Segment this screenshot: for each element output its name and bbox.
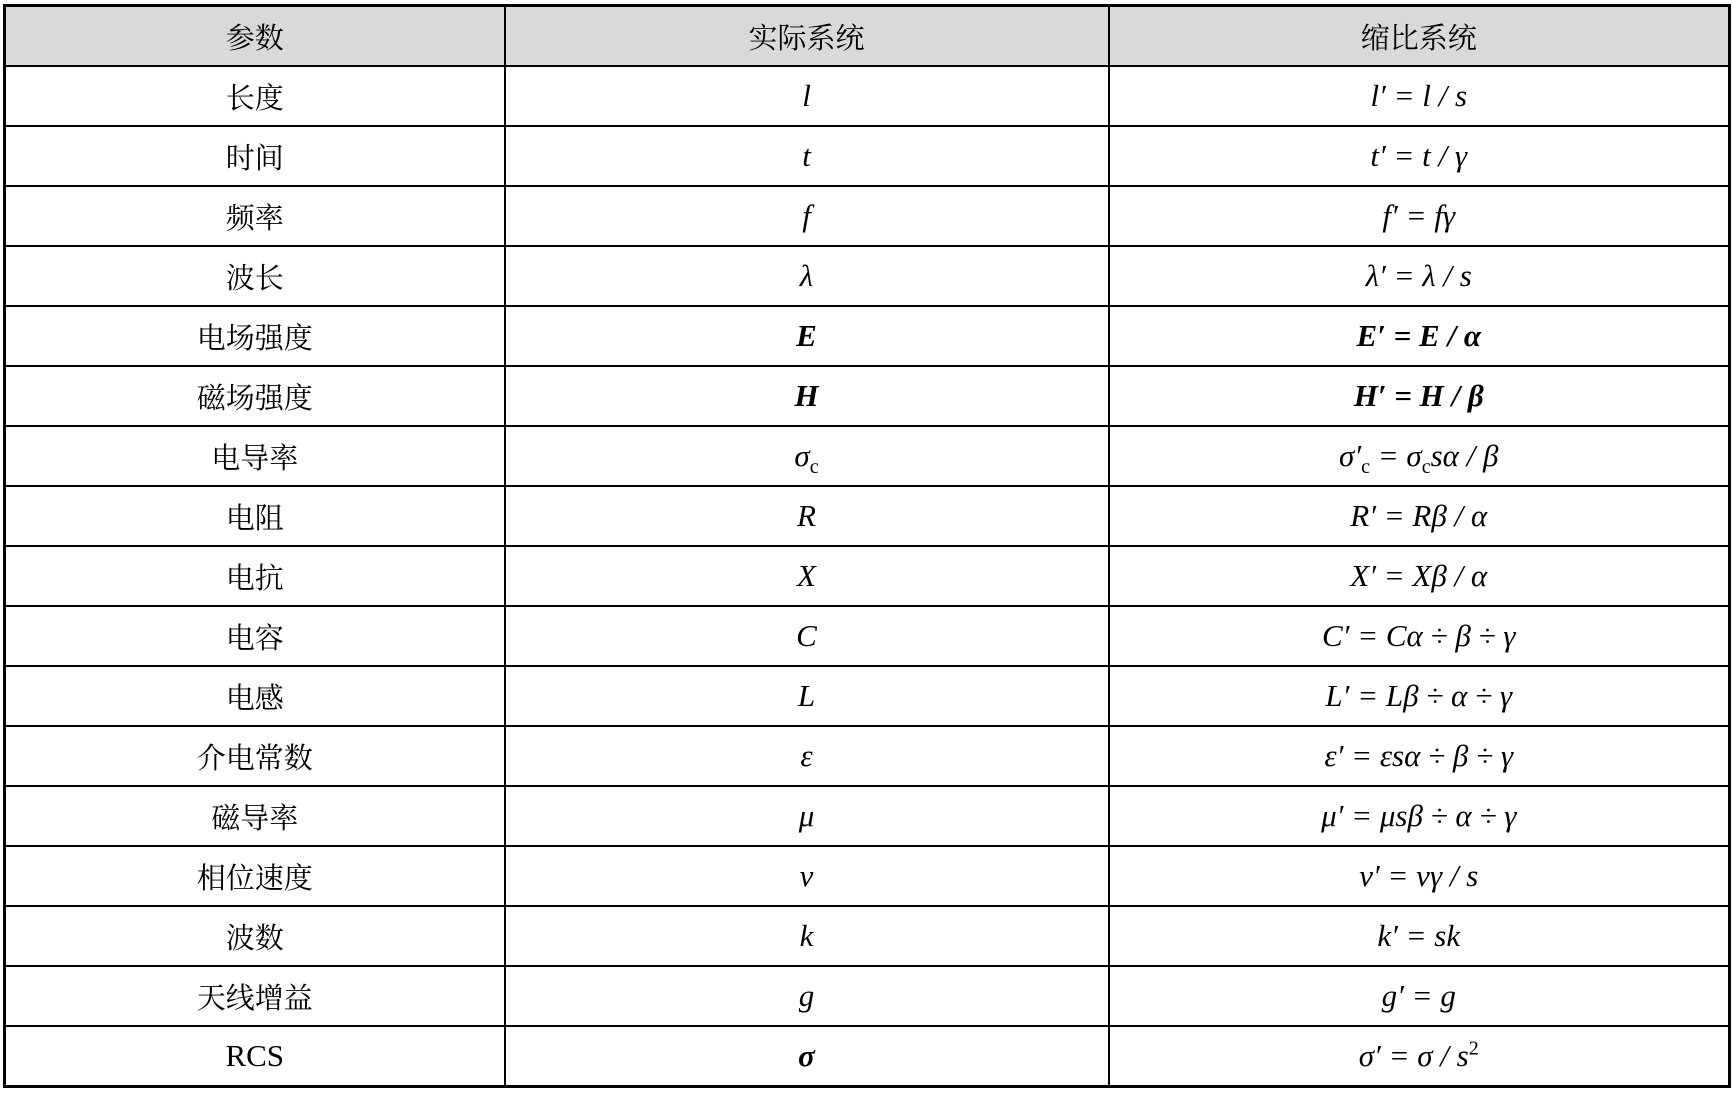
formula-superscript: 2 (1468, 1037, 1479, 1060)
actual-symbol: R (505, 486, 1109, 546)
parameter-name: 波长 (5, 246, 505, 306)
table-row (5, 846, 1730, 906)
scaled-formula: ε′ = εsα ÷ β ÷ γ (1109, 726, 1730, 786)
formula-part: σ′ = σ / s (1358, 1038, 1469, 1073)
parameter-name: 电感 (5, 666, 505, 726)
scaling-table-wrapper (3, 4, 1728, 1088)
parameter-name: 相位速度 (5, 846, 505, 906)
scaled-formula: v′ = vγ / s (1109, 846, 1730, 906)
actual-symbol: l (505, 66, 1109, 126)
table-row (5, 786, 1730, 846)
symbol-base: σ (794, 438, 810, 473)
table-row (5, 426, 1730, 486)
formula-subscript: c (1421, 456, 1431, 479)
table-row (5, 246, 1730, 306)
actual-symbol: μ (505, 786, 1109, 846)
scaled-formula: k′ = sk (1109, 906, 1730, 966)
parameter-name: 电抗 (5, 546, 505, 606)
column-header-parameter: 参数 (5, 6, 505, 67)
actual-symbol: X (505, 546, 1109, 606)
actual-symbol: C (505, 606, 1109, 666)
table-row (5, 726, 1730, 786)
table-row (5, 186, 1730, 246)
actual-symbol: t (505, 126, 1109, 186)
scaled-formula: l′ = l / s (1109, 66, 1730, 126)
table-row (5, 906, 1730, 966)
parameter-name: 介电常数 (5, 726, 505, 786)
parameter-name: 时间 (5, 126, 505, 186)
column-header-actual-system: 实际系统 (505, 6, 1109, 67)
parameter-name: 电阻 (5, 486, 505, 546)
actual-symbol: L (505, 666, 1109, 726)
parameter-name: 波数 (5, 906, 505, 966)
table-row (5, 606, 1730, 666)
formula-subscript: c (1361, 456, 1370, 479)
actual-symbol: ε (505, 726, 1109, 786)
scaled-formula: f′ = fγ (1109, 186, 1730, 246)
scaled-formula: L′ = Lβ ÷ α ÷ γ (1109, 666, 1730, 726)
formula-part: σ (1339, 438, 1355, 473)
parameter-name: 电场强度 (5, 306, 505, 366)
formula-part: sα / β (1430, 438, 1499, 473)
scaled-formula: H′ = H / β (1109, 366, 1730, 426)
scaled-formula (1109, 426, 1730, 486)
scaled-formula: g′ = g (1109, 966, 1730, 1026)
table-row (5, 66, 1730, 126)
parameter-name: 电容 (5, 606, 505, 666)
actual-symbol: λ (505, 246, 1109, 306)
actual-symbol: k (505, 906, 1109, 966)
scaled-formula: C′ = Cα ÷ β ÷ γ (1109, 606, 1730, 666)
parameter-name: RCS (5, 1026, 505, 1087)
actual-symbol: σ (505, 1026, 1109, 1087)
parameter-name: 磁导率 (5, 786, 505, 846)
scaled-formula: X′ = Xβ / α (1109, 546, 1730, 606)
table-row (5, 306, 1730, 366)
symbol-subscript: c (809, 456, 819, 479)
table-row (5, 1026, 1730, 1087)
scaled-formula: μ′ = μsβ ÷ α ÷ γ (1109, 786, 1730, 846)
table-row (5, 546, 1730, 606)
table-row (5, 126, 1730, 186)
table-row (5, 966, 1730, 1026)
actual-symbol: E (505, 306, 1109, 366)
scaled-formula: λ′ = λ / s (1109, 246, 1730, 306)
parameter-name: 天线增益 (5, 966, 505, 1026)
table-row (5, 666, 1730, 726)
formula-part: = σ (1369, 438, 1422, 473)
actual-symbol: f (505, 186, 1109, 246)
scaled-formula: E′ = E / α (1109, 306, 1730, 366)
parameter-name: 长度 (5, 66, 505, 126)
actual-symbol: g (505, 966, 1109, 1026)
formula-prime: ′ (1354, 438, 1362, 473)
parameter-name: 磁场强度 (5, 366, 505, 426)
scaling-parameter-table (3, 4, 1731, 1088)
table-row (5, 366, 1730, 426)
parameter-name: 频率 (5, 186, 505, 246)
scaled-formula: t′ = t / γ (1109, 126, 1730, 186)
scaled-formula (1109, 1026, 1730, 1087)
scaled-formula: R′ = Rβ / α (1109, 486, 1730, 546)
table-row (5, 486, 1730, 546)
actual-symbol (505, 426, 1109, 486)
actual-symbol: H (505, 366, 1109, 426)
parameter-name: 电导率 (5, 426, 505, 486)
column-header-scaled-system: 缩比系统 (1109, 6, 1730, 67)
table-header-row (5, 6, 1730, 67)
actual-symbol: v (505, 846, 1109, 906)
